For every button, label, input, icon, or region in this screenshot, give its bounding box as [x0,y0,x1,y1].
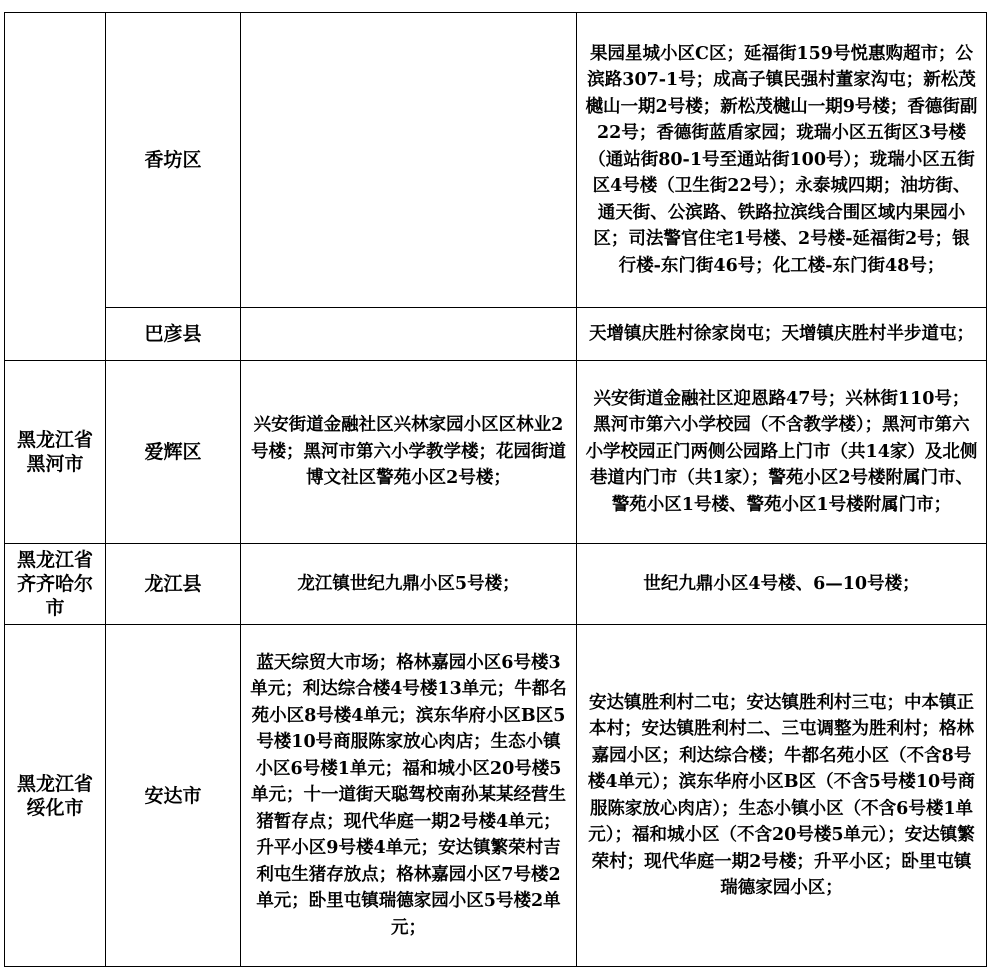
medium-risk-cell: 兴安街道金融社区迎恩路47号；兴林街110号；黑河市第六小学校园（不含教学楼）；黑河市第六小学校园正门两侧公园路上门市（共14家）及北侧巷道内门市（共1家）；警苑小区2号楼附属门市、警苑小区1号楼、警苑小区1号楼附属门市； [577,361,987,544]
region-cell: 黑龙江省齐齐哈尔市 [5,544,106,625]
high-risk-cell [241,308,577,361]
medium-risk-cell: 世纪九鼎小区4号楼、6—10号楼； [577,544,987,625]
district-cell: 爱辉区 [106,361,241,544]
high-risk-cell: 兴安街道金融社区兴林家园小区区林业2号楼；黑河市第六小学教学楼；花园街道博文社区警苑小区2号楼； [241,361,577,544]
medium-risk-cell: 天增镇庆胜村徐家岗屯；天增镇庆胜村半步道屯； [577,308,987,361]
table-row [5,625,987,967]
risk-area-table [4,12,987,967]
high-risk-cell: 蓝天综贸大市场；格林嘉园小区6号楼3单元；利达综合楼4号楼13单元；牛都名苑小区8号楼4单元；滨东华府小区B区5号楼10号商服陈家放心肉店；生态小镇小区6号楼1单元；福和城小区20号楼5单元；十一道街天聪驾校南孙某某经营生猪暂存点；现代华庭一期2号楼4单元；升平小区9号楼4单元；安达镇繁荣村吉利屯生猪存放点；格林嘉园小区7号楼2单元；卧里屯镇瑞德家园小区5号楼2单元； [241,625,577,967]
district-cell: 龙江县 [106,544,241,625]
district-cell: 安达市 [106,625,241,967]
table-row [5,361,987,544]
region-cell [5,13,106,361]
table-row [5,13,987,308]
district-cell: 香坊区 [106,13,241,308]
high-risk-cell: 龙江镇世纪九鼎小区5号楼； [241,544,577,625]
medium-risk-cell: 果园星城小区C区；延福街159号悦惠购超市；公滨路307-1号；成高子镇民强村董家沟屯；新松茂樾山一期2号楼；新松茂樾山一期9号楼；香德街副22号；香德街蓝盾家园；珑瑞小区五街区3号楼（通站街80-1号至通站街100号）；珑瑞小区五街区4号楼（卫生街22号）；永泰城四期；油坊街、通天街、公滨路、铁路拉滨线合围区域内果园小区；司法警官住宅1号楼、2号楼-延福街2号；银行楼-东门街46号；化工楼-东门街48号； [577,13,987,308]
district-cell: 巴彦县 [106,308,241,361]
high-risk-cell [241,13,577,308]
table-row [5,308,987,361]
region-cell: 黑龙江省黑河市 [5,361,106,544]
region-cell: 黑龙江省绥化市 [5,625,106,967]
medium-risk-cell: 安达镇胜利村二屯；安达镇胜利村三屯；中本镇正本村；安达镇胜利村二、三屯调整为胜利村；格林嘉园小区；利达综合楼；牛都名苑小区（不含8号楼4单元）；滨东华府小区B区（不含5号楼10号商服陈家放心肉店）；生态小镇小区（不含6号楼1单元）；福和城小区（不含20号楼5单元）；安达镇繁荣村；现代华庭一期2号楼；升平小区；卧里屯镇瑞德家园小区； [577,625,987,967]
table-row [5,544,987,625]
